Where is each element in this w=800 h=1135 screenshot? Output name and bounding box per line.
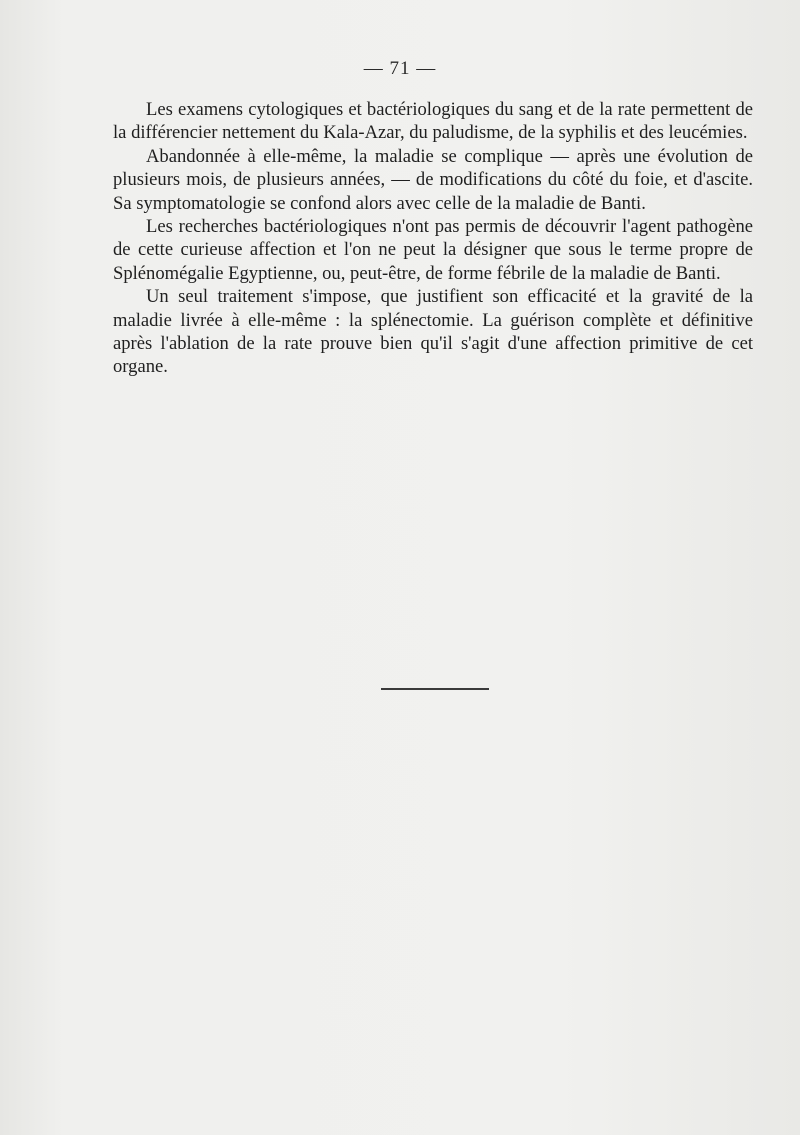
paragraph: Les recherches bactériologiques n'ont pas permis de découvrir l'agent pathogène de cette curieuse affection et l'on ne peut la désigner que sous le terme propre de Splénomégalie Egyptienne, ou, peut-être, de forme fébrile de la maladie de Banti. xyxy=(113,216,753,284)
paragraph: Un seul traitement s'impose, que justifient son efficacité et la gravité de la maladie livrée à elle-même : la splénectomie. La guérison complète et définitive après l'ablation de la rate prouve bien qu'il s'agit d'une affection primitive de cet organe. xyxy=(113,286,753,378)
body-text xyxy=(113,98,753,379)
paragraph: Les examens cytologiques et bactériologiques du sang et de la rate permettent de la différencier nettement du Kala-Azar, du paludisme, de la syphilis et des leucémies. xyxy=(113,99,753,144)
paragraph: Abandonnée à elle-même, la maladie se complique — après une évolution de plusieurs mois, de plusieurs années, — de modifications du côté du foie, et d'ascite. Sa symptomatologie se confond alors avec celle de la maladie de Banti. xyxy=(113,145,753,214)
section-divider-rule xyxy=(381,688,489,690)
page-number: — 71 — xyxy=(363,58,437,79)
